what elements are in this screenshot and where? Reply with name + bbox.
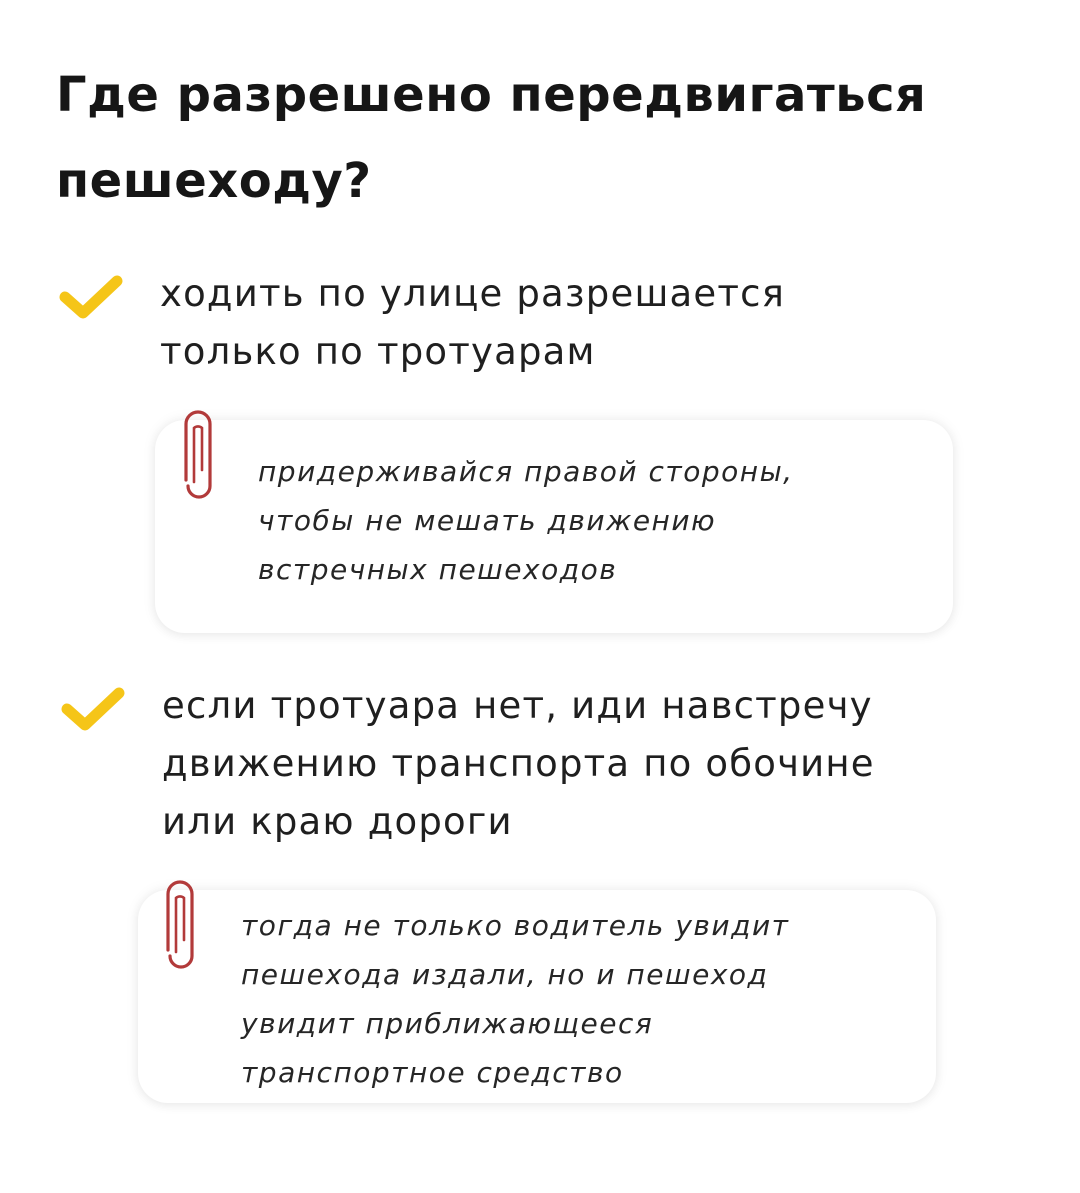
note-text-line: тогда не только водитель увидит (241, 909, 790, 942)
note-text (241, 901, 789, 1097)
note-text-line: увидит приближающееся (241, 1007, 654, 1040)
note-text-line: транспортное средство (241, 1056, 624, 1089)
note-text-line: чтобы не мешать движению (258, 504, 717, 537)
checkmark-icon (60, 684, 126, 734)
page-title-line: пешеходу? (56, 153, 372, 209)
note-text-line: придерживайся правой стороны, (258, 455, 794, 488)
rule-text-line: только по тротуарам (160, 330, 596, 373)
note-card-roadside (138, 890, 936, 1103)
rule-text-line: или краю дороги (162, 800, 513, 843)
rule-text-line: если тротуара нет, иди навстречу (162, 684, 873, 727)
page-title-line: Где разрешено передвигаться (56, 67, 927, 123)
rule-text-roadside (162, 677, 875, 851)
note-text (258, 447, 794, 594)
note-text-line: встречных пешеходов (258, 553, 618, 586)
paperclip-icon (160, 870, 200, 974)
rule-text-line: ходить по улице разрешается (160, 272, 786, 315)
note-card-sidewalk (155, 420, 953, 633)
rule-text-line: движению транспорта по обочине (162, 742, 875, 785)
note-text-line: пешехода издали, но и пешеход (241, 958, 769, 991)
rule-text-sidewalk (160, 265, 785, 381)
checkmark-icon (58, 272, 124, 322)
page-title (56, 52, 1036, 224)
paperclip-icon (178, 400, 218, 504)
